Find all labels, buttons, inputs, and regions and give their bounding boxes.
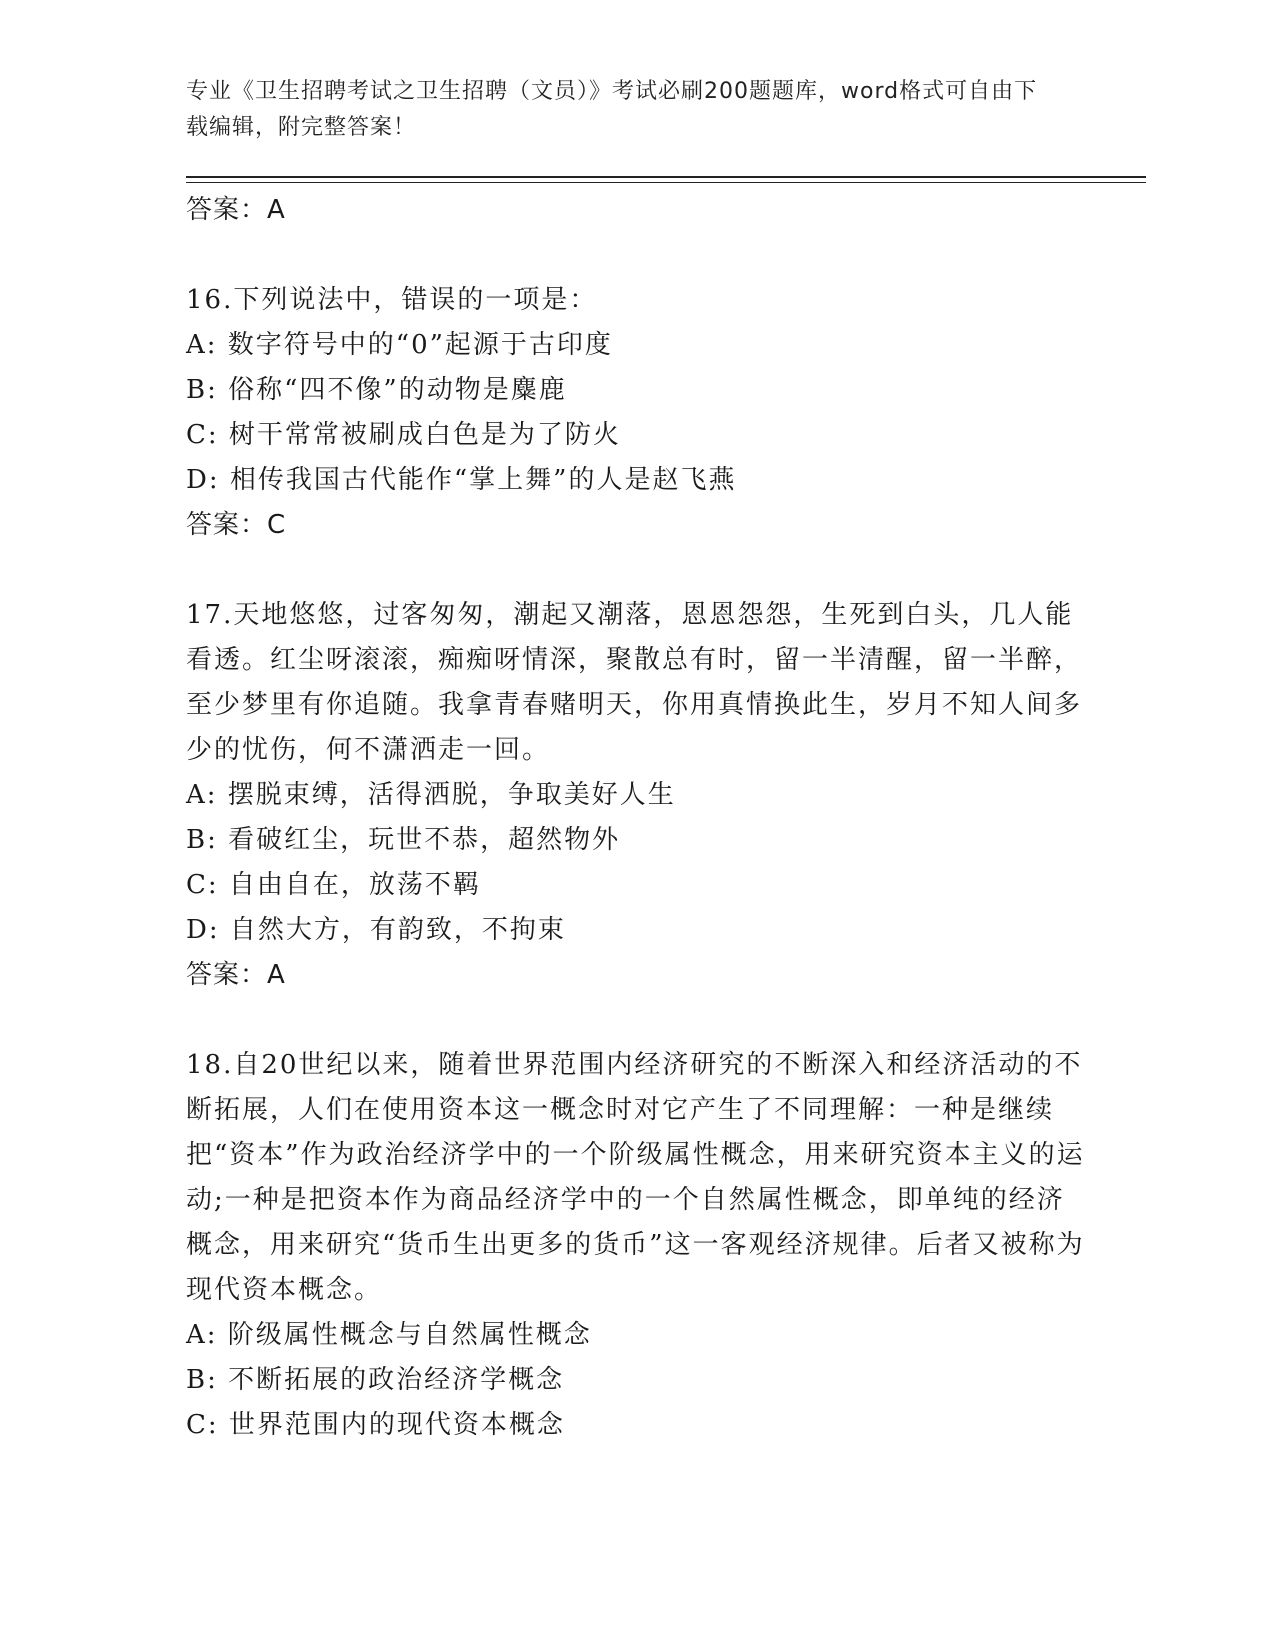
answer-line: 答案：C [186,510,287,540]
header-rule-thin [186,182,1146,183]
option-c: C: 自由自在，放荡不羁 [186,870,481,900]
option-b: B: 看破红尘，玩世不恭，超然物外 [186,825,621,855]
question-block [186,593,1086,998]
question-block [186,278,1086,548]
option-c: C: 世界范围内的现代资本概念 [186,1410,565,1440]
answer-line: 答案：A [186,960,286,990]
answer-line: 答案：A [186,195,286,225]
option-b: B: 不断拓展的政治经济学概念 [186,1365,565,1395]
option-d: D: 相传我国古代能作“掌上舞”的人是赵飞燕 [186,465,737,495]
option-d: D: 自然大方，有韵致，不拘束 [186,915,566,945]
header-rule-thick [186,176,1146,178]
option-a: A: 阶级属性概念与自然属性概念 [186,1320,592,1350]
question-block [186,1043,1086,1448]
document-content [186,188,1086,1448]
question-stem: 16.下列说法中，错误的一项是： [186,285,598,315]
question-stem: 17.天地悠悠，过客匆匆，潮起又潮落，恩恩怨怨，生死到白头，几人能看透。红尘呀滚滚，痴痴呀情深，聚散总有时，留一半清醒，留一半醉，至少梦里有你追随。我拿青春赌明天，你用真情换此生，岁月不知人间多少的忧伤，何不潇洒走一回。 [186,600,1083,765]
document-header: 专业《卫生招聘考试之卫生招聘（文员）》考试必刷200题题库，word格式可自由下载编辑，附完整答案！ [186,79,1038,140]
option-b: B: 俗称“四不像”的动物是麋鹿 [186,375,567,405]
question-stem: 18.自20世纪以来，随着世界范围内经济研究的不断深入和经济活动的不断拓展，人们在使用资本这一概念时对它产生了不同理解：一种是继续把“资本”作为政治经济学中的一个阶级属性概念，用来研究资本主义的运动;一种是把资本作为商品经济学中的一个自然属性概念，即单纯的经济概念，用来研究“货币生出更多的货币”这一客观经济规律。后者又被称为现代资本概念。 [186,1050,1085,1305]
option-c: C: 树干常常被刷成白色是为了防火 [186,420,621,450]
option-a: A: 数字符号中的“0”起源于古印度 [186,330,613,360]
option-a: A: 摆脱束缚，活得洒脱，争取美好人生 [186,780,676,810]
